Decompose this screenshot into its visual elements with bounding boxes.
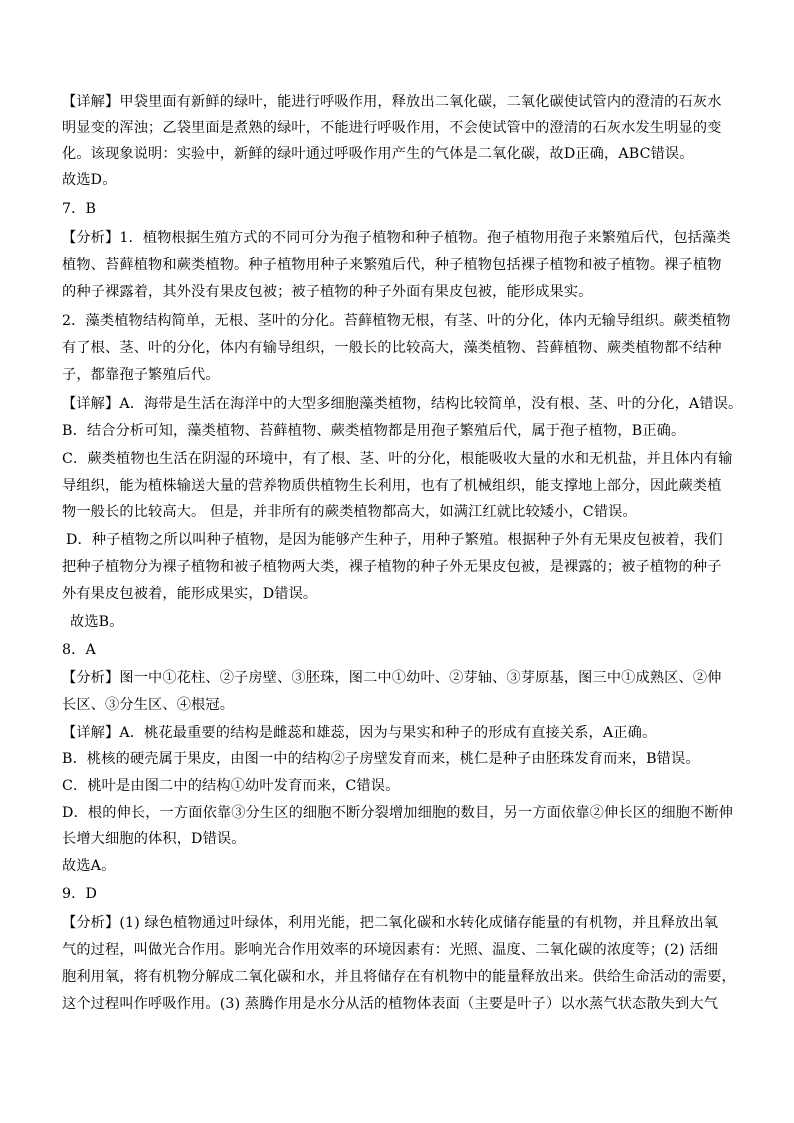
text-line: 【详解】甲袋里面有新鲜的绿叶，能进行呼吸作用，释放出二氧化碳，二氧化碳使试管内的澄清的石灰水 — [62, 94, 722, 110]
text-line: 外有果皮包被着，能形成果实，D错误。 — [62, 586, 318, 602]
text-line: C．桃叶是由图二中的结构①幼叶发育而来，C错误。 — [62, 778, 400, 794]
text-line: 【分析】(1) 绿色植物通过叶绿体，利用光能，把二氧化碳和水转化成储存能量的有机物，并且释放出氧 — [62, 915, 719, 931]
text-line: 这个过程叫作呼吸作用。(3) 蒸腾作用是水分从活的植物体表面（主要是叶子）以水蒸气状态散失到大气 — [62, 996, 719, 1012]
text-line: 故选A。 — [62, 858, 116, 874]
question-number: 8．A — [62, 642, 96, 658]
text-line: 故选D。 — [62, 172, 117, 188]
text-line: B．桃核的硬壳属于果皮，由图一中的结构②子房壁发育而来，桃仁是种子由胚珠发育而来，B错误。 — [62, 751, 700, 767]
text-line: 气的过程，叫做光合作用。影响光合作用效率的环境因素有：光照、温度、二氧化碳的浓度等；(2) 活细 — [62, 942, 719, 958]
text-line: 植物、苔藓植物和蕨类植物。种子植物用种子来繁殖后代，种子植物包括裸子植物和被子植物。裸子植物 — [62, 257, 722, 273]
text-line: 明显变的浑浊；乙袋里面是煮熟的绿叶，不能进行呼吸作用，不会使试管中的澄清的石灰水发生明显的变 — [62, 120, 722, 136]
text-line: 长区、③分生区、④根冠。 — [62, 697, 235, 713]
text-line: B．结合分析可知，藻类植物、苔藓植物、蕨类植物都是用孢子繁殖后代，属于孢子植物，B正确。 — [62, 423, 686, 439]
text-line: 有了根、茎、叶的分化，体内有输导组织，一般长的比较高大，藻类植物、苔藓植物、蕨类植物都不结种 — [62, 340, 722, 356]
question-number: 7．B — [62, 201, 97, 217]
text-line: D．根的伸长，一方面依靠③分生区的细胞不断分裂增加细胞的数目，另一方面依靠②伸长区的细胞不断伸 — [62, 805, 734, 821]
text-line: 导组织，能为植株输送大量的营养物质供植物生长利用，也有了机械组织，能支撑地上部分，因此蕨类植 — [62, 478, 722, 494]
text-line: 故选B。 — [70, 614, 124, 630]
text-line: 【详解】A．海带是生活在海洋中的大型多细胞藻类植物，结构比较简单，没有根、茎、叶的分化，A错误。 — [62, 396, 743, 412]
text-line: 化。该现象说明：实验中，新鲜的绿叶通过呼吸作用产生的气体是二氧化碳，故D正确，ABC错误。 — [62, 146, 694, 162]
text-line: C．蕨类植物也生活在阴湿的环境中，有了根、茎、叶的分化，根能吸收大量的水和无机盐，并且体内有输 — [62, 451, 733, 467]
text-line: 子，都靠孢子繁殖后代。 — [62, 367, 220, 383]
text-line: 胞利用氧，将有机物分解成二氧化碳和水，并且将储存在有机物中的能量释放出来。供给生命活动的需要， — [62, 969, 736, 985]
question-number: 9．D — [62, 886, 98, 902]
text-line: 物一般长的比较高大。 但是，并非所有的蕨类植物都高大，如满江红就比较矮小，C错误。 — [62, 504, 637, 520]
text-line: 2．藻类植物结构简单，无根、茎叶的分化。苔藓植物无根，有茎、叶的分化，体内无输导组织。蕨类植物 — [62, 313, 731, 329]
text-line: 长增大细胞的体积，D错误。 — [62, 831, 246, 847]
text-line: 【详解】A．桃花最重要的结构是雌蕊和雄蕊，因为与果实和种子的形成有直接关系，A正确。 — [62, 725, 657, 741]
text-line: 把种子植物分为裸子植物和被子植物两大类，裸子植物的种子外无果皮包被，是裸露的；被子植物的种子 — [62, 559, 722, 575]
text-line: 【分析】1．植物根据生殖方式的不同可分为孢子植物和种子植物。孢子植物用孢子来繁殖后代，包括藻类 — [62, 230, 731, 246]
text-line: 的种子裸露着，其外没有果皮包被；被子植物的种子外面有果皮包被，能形成果实。 — [62, 284, 593, 300]
text-line: 【分析】图一中①花柱、②子房壁、③胚珠，图二中①幼叶、②芽轴、③芽原基，图三中①成熟区、②伸 — [62, 670, 722, 686]
text-line: D．种子植物之所以叫种子植物，是因为能够产生种子，用种子繁殖。根据种子外有无果皮包被着，我们 — [66, 532, 723, 548]
